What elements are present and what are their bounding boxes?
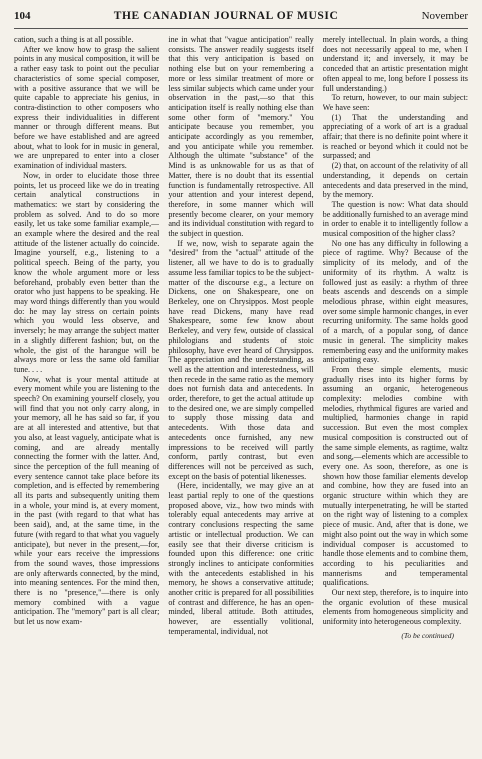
paragraph: (1) That the understanding and appreciating of a work of art is a gradual affair; that there is no definite point where it is reached or beyond which it could not be surpassed; and xyxy=(322,112,468,161)
column-right xyxy=(323,35,468,753)
text-columns xyxy=(14,35,468,753)
journal-title: THE CANADIAN JOURNAL OF MUSIC xyxy=(113,10,339,22)
paragraph: Now, what is your mental attitude at every moment while you are listening to the speech? On examining yourself closely, you will find that you not only carry along, in your memory, all he has said so far, if you are at all interested and attentive, but that you also, at least vaguely, anticipate what is coming, and are already mentally connecting the former with the latter. And, since the perception of the full meaning of every sentence cannot take place before its completion, and is effected by remembering all its parts and subsequently uniting them in a whole, your mind is, at every moment, in the past (with regard to that what has been said), and, at the same time, in the future (with regard to that what you vaguely anticipate), but never in the present,—for, while your ears receive the impressions from the sound waves, those impressions are only afterwards connected, by the mind, into meaning sentences. For the mind then, there is no "presence,"—there is only memory combined with a vague anticipation. The "memory" part is all clear; but let us now exam- xyxy=(14,374,160,627)
column-left xyxy=(14,35,159,753)
paragraph: The question is now: What data should be additionally furnished to an average mind in order to enable it to intelligently follow a musical composition of the higher class? xyxy=(322,199,468,239)
running-header xyxy=(14,10,468,29)
paragraph: After we know how to grasp the salient points in any musical composition, it will be a rather easy task to point out the peculiar characteristics of some special composer, with a positive assurance that we will be quite capable to appreciate his genius, in contra-distinction to other composers who express their individualities in different manner or through different means. But before we have established and are agreed about, what to look for in music in general, we are unprepared to enter into a closer examination of individual masters. xyxy=(14,44,160,171)
paragraph: (2) that, on account of the relativity of all understanding, it depends on certain antecedents and data preserved in the mind, by the memory. xyxy=(322,161,468,200)
issue-month: November xyxy=(421,10,468,22)
paragraph: Our next step, therefore, is to inquire into the organic evolution of these musical elements from homogeneous simplicity and uniformity into heterogeneous complexity. xyxy=(322,588,468,627)
column-middle xyxy=(168,35,313,753)
paragraph: No one has any difficulty in following a piece of ragtime. Why? Because of the simplicity of its melody, and of the uniformity of its rhythm. A waltz is followed just as easily: a rhythm of three beats ascends and descends on a simple melodious phrase, within eight measures, over some simple harmonic changes, in ever recurring uniformity. The same holds good of a march, of a popular song, of dance music in general. The simplicity makes remembering easy and the uniformity makes anticipating easy. xyxy=(322,238,468,365)
continued-note: (To be continued) xyxy=(401,630,454,640)
paragraph: (Here, incidentally, we may give an at least partial reply to one of the questions proposed above, viz., how two minds with tolerably equal antecedents may arrive at contrary conclusions respecting the same artistic or intellectual production. We can easily see that their diverse criticism is founded upon this difference: one critic strongly inclines to anticipate conformities with the antecedents established in his memory, he shows a conservative attitude; another critic is prepared for all possibilities of contrast and difference, he has an open-minded, liberal attitude. Both attitudes, however, are essentially volitional, temperamental, individual, not xyxy=(168,481,314,636)
paragraph: To return, however, to our main subject: We have seen: xyxy=(322,93,468,112)
paragraph: merely intellectual. In plain words, a thing does not necessarily appeal to me, when I understand it; and inversely, it may be conceded that an artistic presentation might often appeal to me, long before I possess its full understanding.) xyxy=(322,35,468,93)
paragraph: Now, in order to elucidate those three points, let us proceed like we do in treating certain analytical constructions in mathematics: we start by considering the problem as solved. And to do so more easily, let us take some familiar example,—an example where the desired and the real attitude of the listener actually do coincide. Imagine yourself, e.g., listening to a political speech. Being of the party, you know the whole argument more or less beforehand, probably even better than the orator who just happens to be speaking. He may word things differently than you would do: he may lay stress on certain points which you would less observe, and inversely; he may arrange the subject matter in a slightly different fashion; but, on the whole, the gist of the harangue will be always more or less the same old familiar tune. . . . xyxy=(14,170,160,374)
paragraph: From these simple elements, music gradually rises into its higher forms by assuming an organic, heterogeneous complexity: melodies combine with melodies, rhythmical figures are varied and multiplied, harmonies change in rapid succession. But even the most complex musical composition is constructed out of the same simple elements, as ragtime, waltz and song,—elements which are accessible to every one. As soon, therefore, as one is shown how those familiar elements develop and combine, how they are fused into an organic structure within which they are mutually interpenetrating, he will be started on the right way of listening to a complex piece of music. And, after that is done, we might also point out the way in which some individual composer is accustomed to handle those elements and to combine them, according to his peculiarities and mannerisms and temperamental qualifications. xyxy=(322,364,468,588)
paragraph: ine in what that "vague anticipation" really consists. The answer readily suggests itself that this very anticipation is based on nothing else but on your remembering a more or less similar treatment of more or less similar subjects which came under your observation in the past,—so that this anticipation itself is really nothing else than some other form of "memory." You anticipate because you remember, you anticipate accordingly as you remember, and you anticipate while you remember. Although the ultimate "substance" of the Mind is as unknowable for us as that of Matter, there is no doubt that its essential function is fundamentally retrospective. All your attention and your interest depend, therefore, in some manner which will presently become clearer, on your memory and its individual constitution with regard to the subject in question. xyxy=(168,35,314,239)
paragraph: If we, now, wish to separate again the "desired" from the "actual" attitude of the listener, all we have to do is to gradually assume less familiar topics to be the subject-matter of the discourse e.g., a lecture on Dickens, one on Shakespeare, one on Berkeley, one on Chrysippos. Most people have read Dickens, many have read Shakespeare, some few know about Berkeley, and very few, outside of classical philologians and students of stoic philosophy, have ever heard of Chrysippos. The appreciation and the understanding, as well as the attention and interestedness, will then recede in the same ratio as the memory does not furnish data and antecedents. In order, therefore, to get the actual attitude up to the desired one, we are simply compelled to supply those missing data and antecedents. With those data and antecedents once furnished, any new impressions to be received will partly conform, partly contrast, but even differences will not be perceived as such, except on the basis of potential likenesses. xyxy=(168,238,314,481)
page-number: 104 xyxy=(14,10,31,22)
paragraph: cation, such a thing is at all possible. xyxy=(14,35,134,44)
